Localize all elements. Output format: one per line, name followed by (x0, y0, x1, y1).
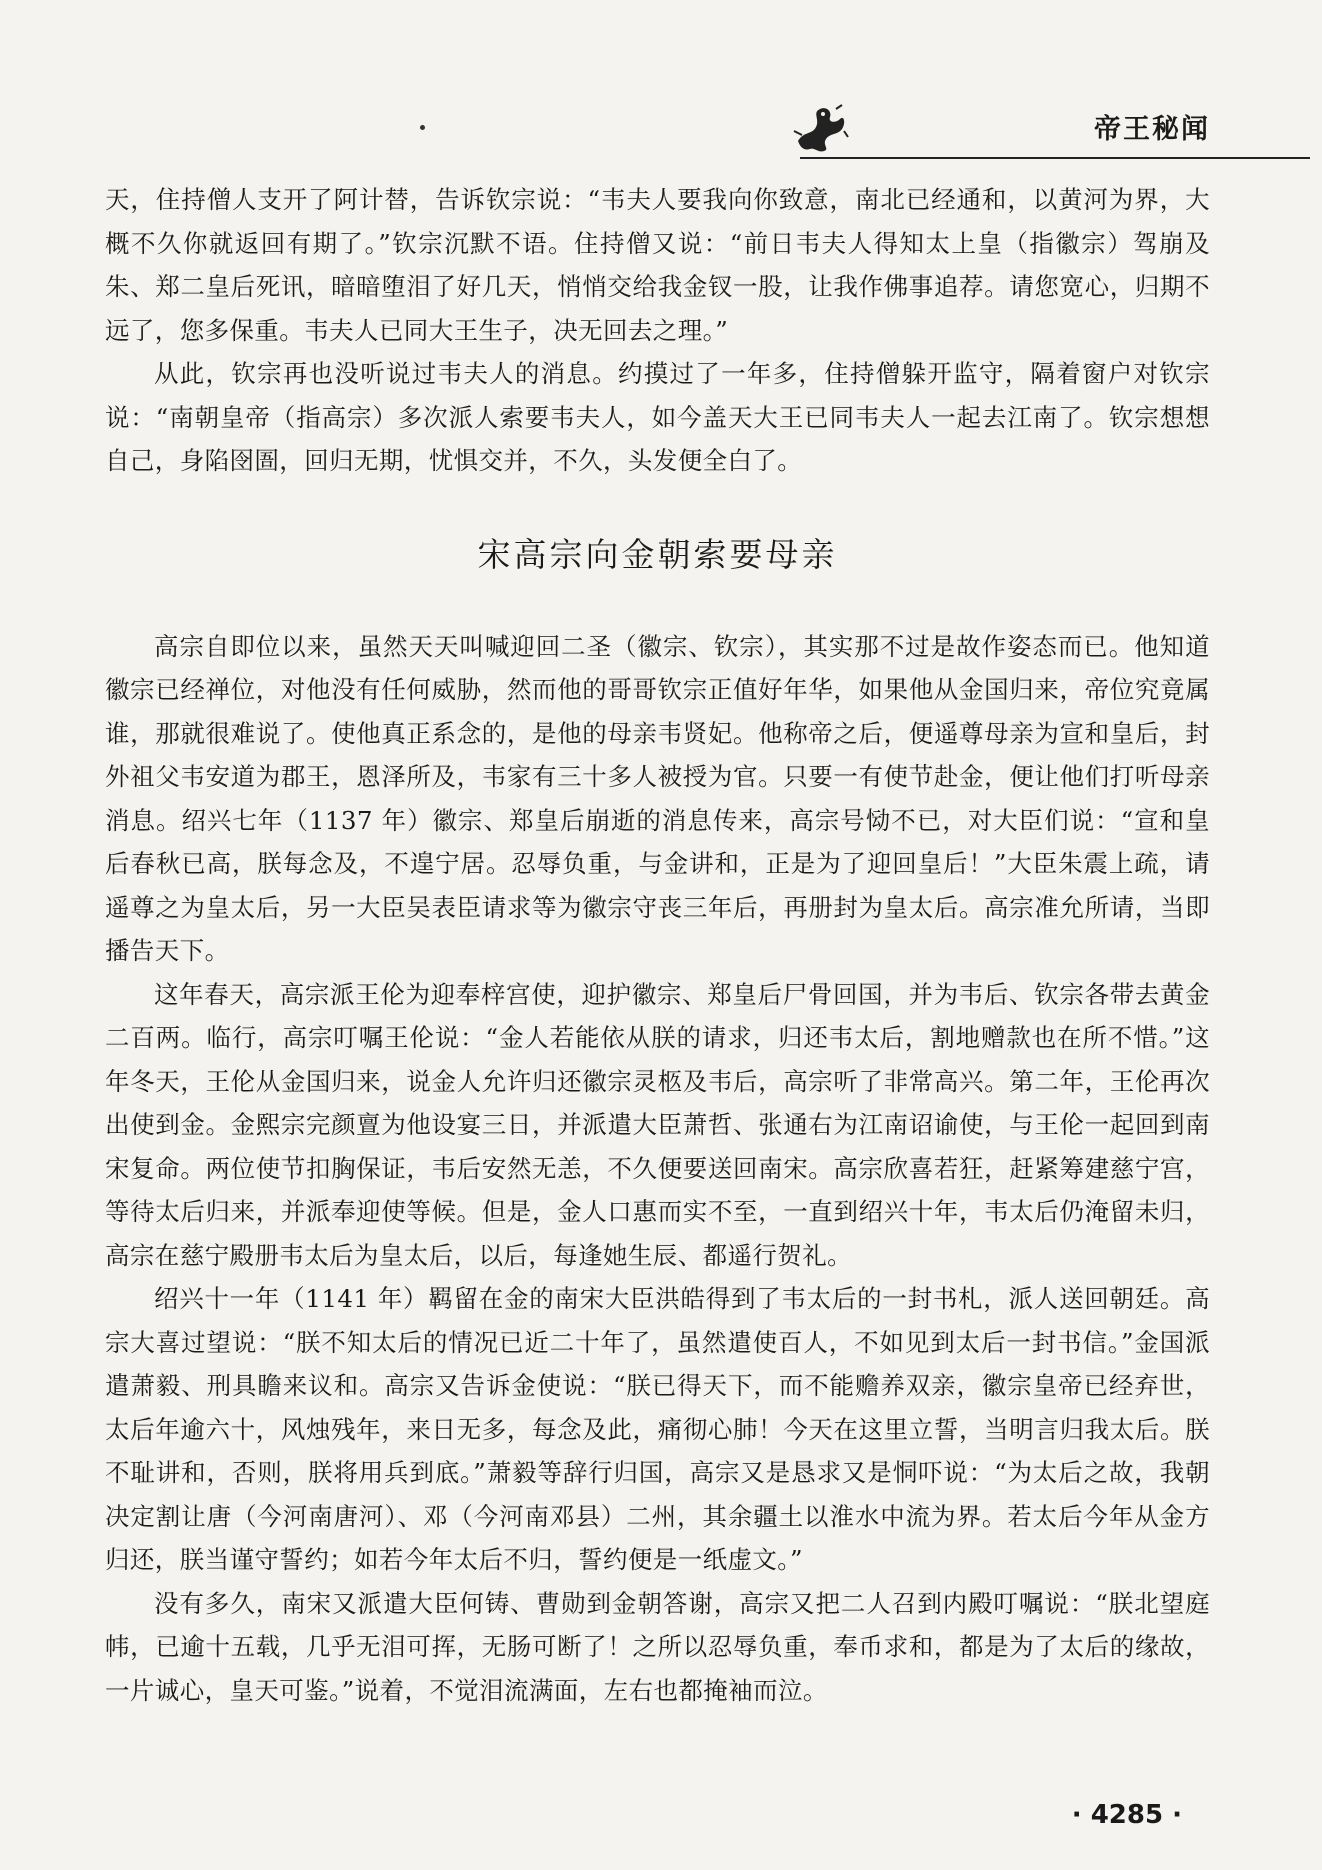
page-body (105, 178, 1210, 1712)
section-heading: 宋高宗向金朝索要母亲 (477, 534, 838, 574)
paragraph: 高宗自即位以来，虽然天天叫喊迎回二圣（徽宗、钦宗），其实那不过是故作姿态而已。他知道徽宗已经禅位，对他没有任何威胁，然而他的哥哥钦宗正值好年华，如果他从金国归来，帝位究竟属谁，那就很难说了。使他真正系念的，是他的母亲韦贤妃。他称帝之后，便遥尊母亲为宣和皇后，封外祖父韦安道为郡王，恩泽所及，韦家有三十多人被授为官。只要一有使节赴金，便让他们打听母亲消息。绍兴七年（1137 年）徽宗、郑皇后崩逝的消息传来，高宗号恸不已，对大臣们说：“宣和皇后春秋已高，朕每念及，不遑宁居。忍辱负重，与金讲和，正是为了迎回皇后！”大臣朱震上疏，请遥尊之为皇太后，另一大臣吴表臣请求等为徽宗守丧三年后，再册封为皇太后。高宗准允所请，当即播告天下。 (105, 631, 1210, 965)
page-number: · 4285 · (1071, 1800, 1182, 1830)
paragraph: 没有多久，南宋又派遣大臣何铸、曹勋到金朝答谢，高宗又把二人召到内殿叮嘱说：“朕北望庭帏，已逾十五载，几乎无泪可挥，无肠可断了！之所以忍辱负重，奉币求和，都是为了太后的缘故，一片诚心，皇天可鉴。”说着，不觉泪流满面，左右也都掩袖而泣。 (105, 1588, 1210, 1705)
paragraph: 绍兴十一年（1141 年）羁留在金的南宋大臣洪皓得到了韦太后的一封书札，派人送回朝廷。高宗大喜过望说：“朕不知太后的情况已近二十年了，虽然遣使百人，不如见到太后一封书信。”金国派遣萧毅、刑具瞻来议和。高宗又告诉金使说：“朕已得天下，而不能赡养双亲，徽宗皇帝已经弃世，太后年逾六十，风烛残年，来日无多，每念及此，痛彻心肺！今天在这里立誓，当明言归我太后。朕不耻讲和，否则，朕将用兵到底。”萧毅等辞行归国，高宗又是恳求又是恫吓说：“为太后之故，我朝决定割让唐（今河南唐河）、邓（今河南邓县）二州，其余疆土以淮水中流为界。若太后今年从金方归还，朕当谨守誓约；如若今年太后不归，誓约便是一纸虚文。” (105, 1284, 1210, 1574)
header-rule (800, 157, 1310, 159)
running-header (110, 95, 1210, 165)
paragraph: 这年春天，高宗派王伦为迎奉梓宫使，迎护徽宗、郑皇后尸骨回国，并为韦后、钦宗各带去黄金二百两。临行，高宗叮嘱王伦说：“金人若能依从朕的请求，归还韦太后，割地赠款也在所不惜。”这年冬天，王伦从金国归来，说金人允许归还徽宗灵柩及韦后，高宗听了非常高兴。第二年，王伦再次出使到金。金熙宗完颜亶为他设宴三日，并派遣大臣萧哲、张通右为江南诏谕使，与王伦一起回到南宋复命。两位使节扣胸保证，韦后安然无恙，不久便要送回南宋。高宗欣喜若狂，赶紧筹建慈宁宫，等待太后归来，并派奉迎使等候。但是，金人口惠而实不至，一直到绍兴十年，韦太后仍淹留未归，高宗在慈宁殿册韦太后为皇太后，以后，每逢她生辰、都遥行贺礼。 (105, 979, 1210, 1270)
section-title: 帝王秘闻 (1094, 114, 1210, 145)
dragon-emblem-icon (790, 101, 850, 155)
paragraph: 天，住持僧人支开了阿计替，告诉钦宗说：“韦夫人要我向你致意，南北已经通和，以黄河为界，大概不久你就返回有期了。”钦宗沉默不语。住持僧又说：“前日韦夫人得知太上皇（指徽宗）驾崩及朱、郑二皇后死讯，暗暗堕泪了好几天，悄悄交给我金钗一股，让我作佛事追荐。请您宽心，归期不远了，您多保重。韦夫人已同大王生子，决无回去之理。” (105, 185, 1210, 345)
print-speck (420, 125, 425, 130)
paragraph: 从此，钦宗再也没听说过韦夫人的消息。约摸过了一年多，住持僧躲开监守，隔着窗户对钦宗说：“南朝皇帝（指高宗）多次派人索要韦夫人，如今盖天大王已同韦夫人一起去江南了。钦宗想想自己，身陷囹圄，回归无期，忧惧交并，不久，头发便全白了。 (105, 359, 1210, 475)
